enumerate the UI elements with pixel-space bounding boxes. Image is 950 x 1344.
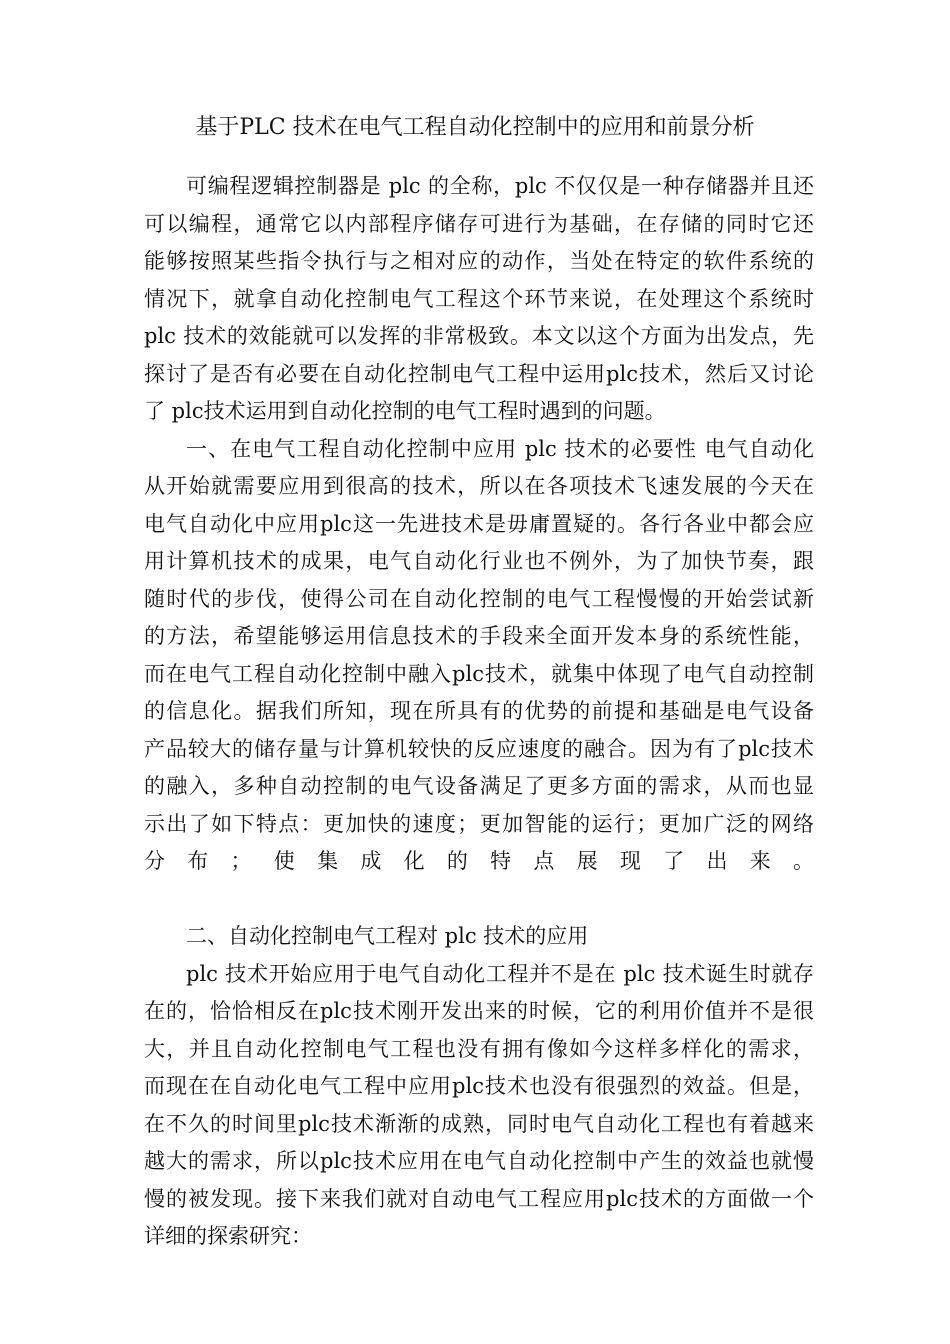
text-line: 能够按照某些指令执行与之相对应的动作，当处在特定的软件系统的: [144, 249, 814, 273]
section-heading-line: 一、在电气工程自动化控制中应用 plc 技术的必要性 电气自动化: [186, 436, 814, 461]
text-line: 电气自动化中应用plc这一先进技术是毋庸置疑的。各行各业中都会应: [144, 511, 814, 536]
text-line: 可以编程，通常它以内部程序储存可进行为基础，在存储的同时它还: [144, 211, 814, 236]
text-line: 了 plc技术运用到自动化控制的电气工程时遇到的问题。: [144, 399, 666, 423]
text-line: 随时代的步伐，使得公司在自动化控制的电气工程慢慢的开始尝试新: [144, 586, 814, 611]
text-line: 产品较大的储存量与计算机较快的反应速度的融合。因为有了plc技术: [144, 736, 814, 761]
text-line: 的方法，希望能够运用信息技术的手段来全面开发本身的系统性能，: [144, 624, 814, 648]
text-line: 情况下，就拿自动化控制电气工程这个环节来说，在处理这个系统时: [144, 286, 814, 311]
text-line: 的融入，多种自动控制的电气设备满足了更多方面的需求，从而也显: [144, 774, 814, 798]
text-line: 分布；使集成化的特点展现了出来。: [144, 849, 814, 873]
text-line: 示出了如下特点：更加快的速度；更加智能的运行；更加广泛的网络: [144, 811, 814, 836]
text-line: 越大的需求，所以plc技术应用在电气自动化控制中产生的效益也就慢: [144, 1149, 814, 1173]
text-line: plc 技术开始应用于电气自动化工程并不是在 plc 技术诞生时就存: [186, 961, 814, 986]
section-heading-line: 二、自动化控制电气工程对 plc 技术的应用: [186, 924, 589, 948]
text-line: 探讨了是否有必要在自动化控制电气工程中运用plc技术，然后又讨论: [144, 361, 814, 386]
text-line: 详细的探索研究：: [144, 1224, 312, 1248]
paragraph-intro: [144, 168, 814, 431]
paragraph-section-1: [144, 431, 814, 919]
text-line: 在的，恰恰相反在plc技术刚开发出来的时候，它的利用价值并不是很: [144, 999, 814, 1023]
text-line: 的信息化。据我们所知，现在所具有的优势的前提和基础是电气设备: [144, 699, 814, 723]
text-line: 从开始就需要应用到很高的技术，所以在各项技术飞速发展的今天在: [144, 474, 814, 498]
section-heading-2: [144, 918, 814, 956]
text-line: 在不久的时间里plc技术渐渐的成熟，同时电气自动化工程也有着越来: [144, 1111, 814, 1136]
text-line: 而在电气工程自动化控制中融入plc技术，就集中体现了电气自动控制: [144, 661, 814, 686]
text-line: 大，并且自动化控制电气工程也没有拥有像如今这样多样化的需求，: [144, 1036, 814, 1061]
text-line: 而现在在自动化电气工程中应用plc技术也没有很强烈的效益。但是，: [144, 1074, 814, 1098]
document-title: 基于PLC 技术在电气工程自动化控制中的应用和前景分析: [195, 115, 755, 140]
text-line: plc 技术的效能就可以发挥的非常极致。本文以这个方面为出发点，先: [144, 324, 814, 348]
text-line: [144, 881, 814, 919]
document-body: [144, 168, 814, 1256]
text-line: 可编程逻辑控制器是 plc 的全称，plc 不仅仅是一种存储器并且还: [186, 174, 814, 198]
paragraph-section-2: [144, 956, 814, 1256]
text-line: 用计算机技术的成果，电气自动化行业也不例外，为了加快节奏，跟: [144, 549, 814, 573]
text-line: 慢的被发现。接下来我们就对自动电气工程应用plc技术的方面做一个: [144, 1186, 814, 1211]
